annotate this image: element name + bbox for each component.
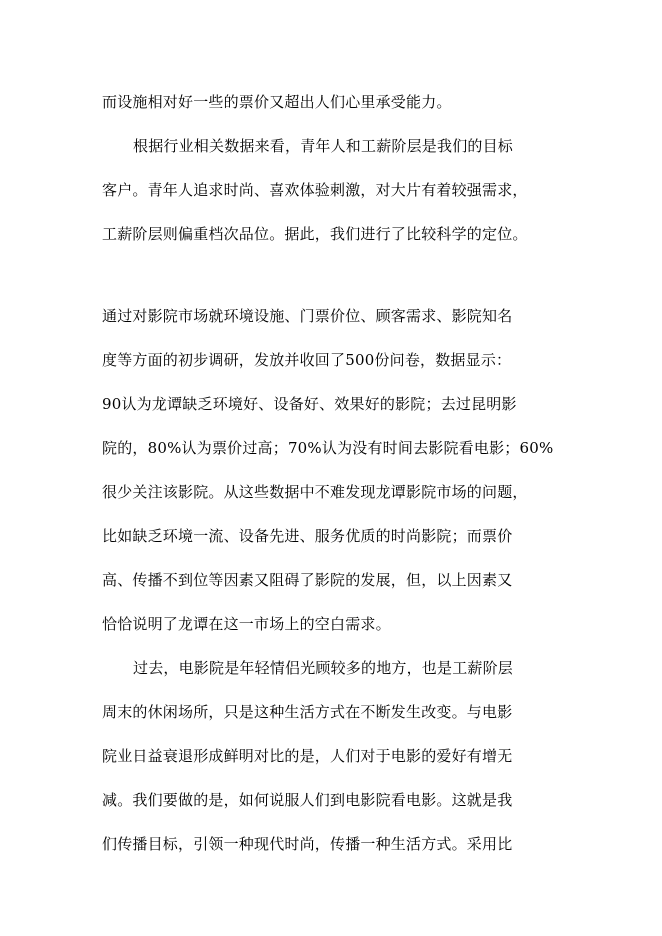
text-line: 很少关注该影院。从这些数据中不难发现龙谭影院市场的问题，: [102, 483, 528, 501]
text-line: 客户。青年人追求时尚、喜欢体验刺激，对大片有着较强需求，: [102, 181, 528, 199]
text-line: 而设施相对好一些的票价又超出人们心里承受能力。: [102, 93, 452, 111]
text-line: 恰恰说明了龙谭在这一市场上的空白需求。: [102, 615, 391, 633]
text-line: 90认为龙谭缺乏环境好、设备好、效果好的影院；去过昆明影: [102, 395, 517, 413]
text-line: 比如缺乏环境一流、设备先进、服务优质的时尚影院；而票价: [102, 527, 513, 545]
text-line: 院业日益衰退形成鲜明对比的是，人们对于电影的爱好有增无: [102, 747, 513, 765]
text-line: 根据行业相关数据来看，青年人和工薪阶层是我们的目标: [133, 137, 514, 155]
text-line: 度等方面的初步调研，发放并收回了500份问卷，数据显示：: [102, 351, 512, 369]
text-line: 周末的休闲场所，只是这种生活方式在不断发生改变。与电影: [102, 703, 513, 721]
text-line: 们传播目标，引领一种现代时尚，传播一种生活方式。采用比: [102, 835, 513, 853]
text-line: 院的，80%认为票价过高；70%认为没有时间去影院看电影；60%: [102, 439, 554, 457]
text-line: 减。我们要做的是，如何说服人们到电影院看电影。这就是我: [102, 791, 513, 809]
text-line: 高、传播不到位等因素又阻碍了影院的发展，但，以上因素又: [102, 571, 513, 589]
text-line: 过去，电影院是年轻情侣光顾较多的地方，也是工薪阶层: [133, 659, 514, 677]
text-line: 工薪阶层则偏重档次品位。据此，我们进行了比较科学的定位。: [102, 225, 528, 243]
text-line: 通过对影院市场就环境设施、门票价位、顾客需求、影院知名: [102, 307, 513, 325]
